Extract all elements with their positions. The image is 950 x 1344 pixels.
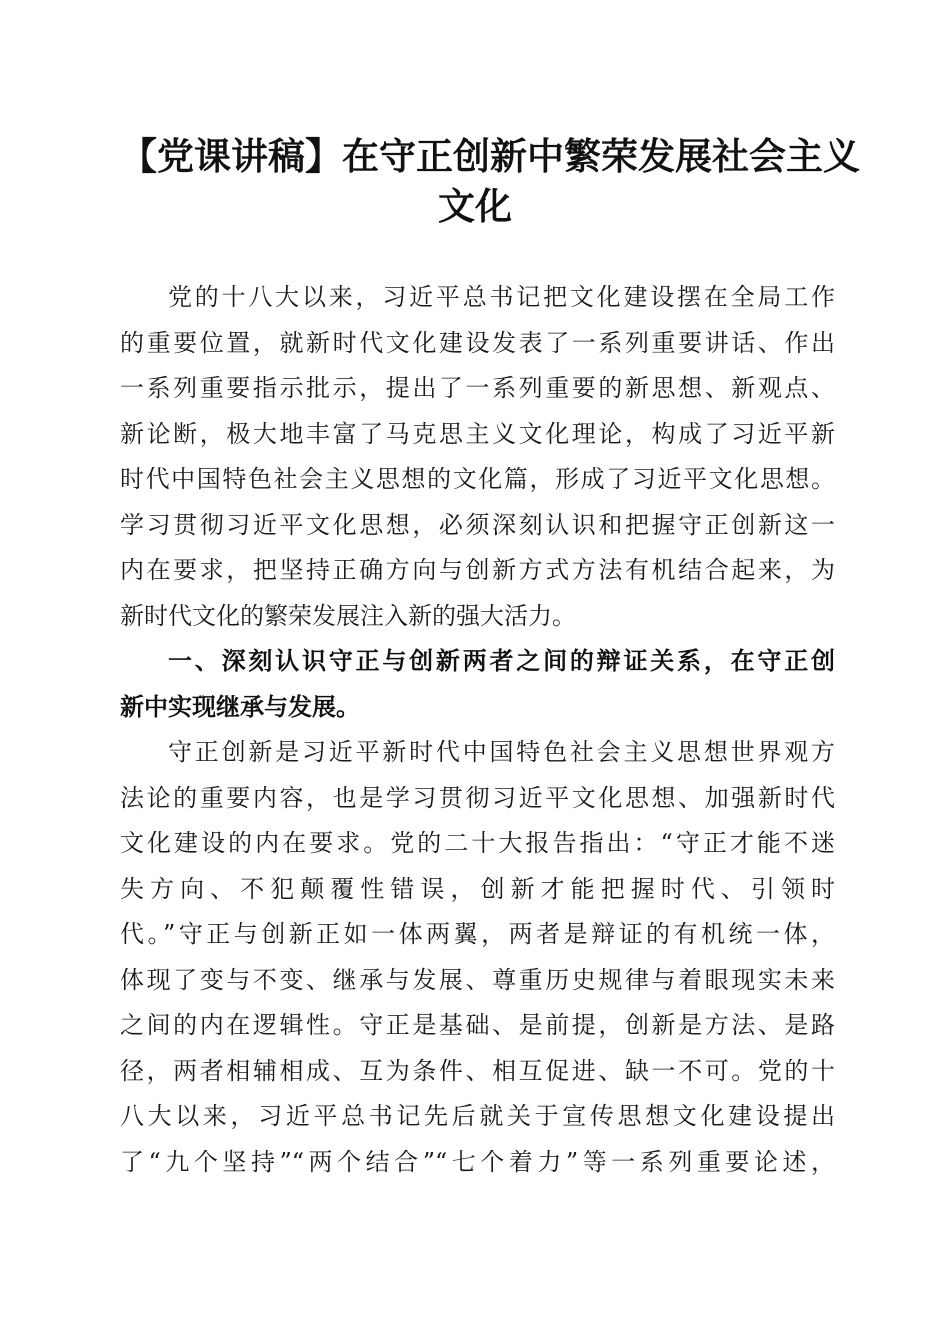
- paragraph-line: 法论的重要内容，也是学习贯彻习近平文化思想、加强新时代: [120, 783, 835, 812]
- paragraph-line: 新时代文化的繁荣发展注入新的强大活力。: [120, 601, 576, 630]
- document-body: [120, 275, 835, 1185]
- paragraph-line: 学习贯彻习近平文化思想，必须深刻认识和把握守正创新这一: [120, 510, 835, 539]
- paragraph-line: 守正创新是习近平新时代中国特色社会主义思想世界观方: [168, 738, 835, 766]
- paragraph-line: 的重要位置，就新时代文化建设发表了一系列重要讲话、作出: [120, 328, 835, 357]
- paragraph-line: 之间的内在逻辑性。守正是基础、是前提，创新是方法、是路: [120, 1011, 835, 1039]
- paragraph-line: 体现了变与不变、继承与发展、尊重历史规律与着眼现实未来: [120, 965, 835, 994]
- paragraph-line: 八大以来，习近平总书记先后就关于宣传思想文化建设提出: [120, 1102, 835, 1130]
- title-line: 文化: [438, 185, 512, 228]
- title-line: 【党课讲稿】在守正创新中繁荣发展社会主义: [120, 135, 860, 178]
- paragraph-line: 内在要求，把坚持正确方向与创新方式方法有机结合起来，为: [120, 556, 835, 584]
- paragraph-line: 时代中国特色社会主义思想的文化篇，形成了习近平文化思想。: [120, 465, 835, 493]
- paragraph-line: 党的十八大以来，习近平总书记把文化建设摆在全局工作: [168, 283, 835, 311]
- paragraph-line: 代。”守正与创新正如一体两翼，两者是辩证的有机统一体，: [120, 920, 835, 948]
- paragraph-line: 失方向、不犯颠覆性错误，创新才能把握时代、引领时: [120, 874, 835, 903]
- section-heading-line: 新中实现继承与发展。: [120, 692, 360, 721]
- paragraph-line: 文化建设的内在要求。党的二十大报告指出：“守正才能不迷: [120, 829, 835, 857]
- paragraph-line: 了“九个坚持”“两个结合”“七个着力”等一系列重要论述，: [120, 1147, 835, 1176]
- section-heading-line: 一、深刻认识守正与创新两者之间的辩证关系，在守正创: [168, 647, 835, 675]
- document-title: [120, 132, 860, 232]
- paragraph-line: 新论断，极大地丰富了马克思主义文化理论，构成了习近平新: [120, 419, 835, 448]
- paragraph-line: 一系列重要指示批示，提出了一系列重要的新思想、新观点、: [120, 374, 835, 402]
- paragraph-line: 径，两者相辅相成、互为条件、相互促进、缺一不可。党的十: [120, 1056, 835, 1085]
